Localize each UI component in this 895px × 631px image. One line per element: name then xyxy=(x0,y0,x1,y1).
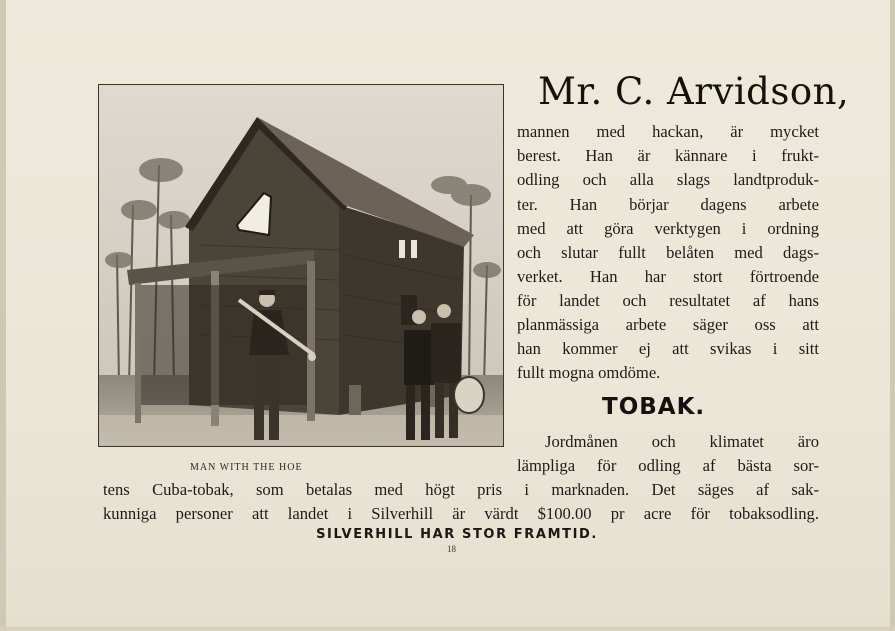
house-photo-illustration xyxy=(99,85,503,446)
text-line: ter. Han börjar dagens arbete xyxy=(517,195,819,214)
page-edge-right xyxy=(890,0,895,631)
page-edge-left xyxy=(0,0,6,631)
text-line: med att göra verktygen i ordning xyxy=(517,219,819,238)
page-number: 18 xyxy=(447,544,456,554)
text-line: fullt mogna omdöme. xyxy=(517,363,661,382)
text-line: mannen med hackan, är mycket xyxy=(517,122,819,141)
text-line: Jordmånen och klimatet äro xyxy=(545,432,819,451)
photo-caption: MAN WITH THE HOE xyxy=(190,462,303,473)
text-line: planmässiga arbete säger oss att xyxy=(517,315,819,334)
text-line: lämpliga för odling af bästa sor- xyxy=(517,456,819,475)
section-heading-tobak: TOBAK. xyxy=(602,394,706,420)
text-line: och slutar fullt belåten med dags- xyxy=(517,243,819,262)
text-line: kunniga personer att landet i Silverhill är värdt $100.00 pr acre för tobaksodling. xyxy=(103,504,819,523)
text-line: för landet och resultatet af hans xyxy=(517,291,819,310)
text-line: tens Cuba-tobak, som betalas med högt pris i marknaden. Det säges af sak- xyxy=(103,480,819,499)
footer-banner: SILVERHILL HAR STOR FRAMTID. xyxy=(316,527,598,542)
text-line: verket. Han har stort förtroende xyxy=(517,267,819,286)
page-edge-bottom xyxy=(0,627,895,631)
photograph xyxy=(98,84,504,447)
section-heading-arvidson: Mr. C. Arvidson, xyxy=(538,70,850,113)
text-line: han kommer ej att svikas i sitt xyxy=(517,339,819,358)
text-line: odling och alla slags landtproduk- xyxy=(517,170,819,189)
text-line: berest. Han är kännare i frukt- xyxy=(517,146,819,165)
